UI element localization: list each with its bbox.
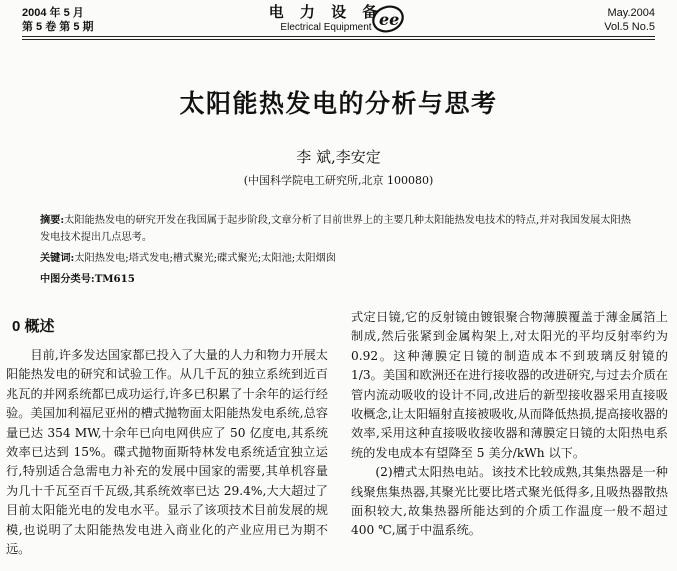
keywords-text: 太阳热发电;塔式发电;槽式聚光;碟式聚光;太阳池;太阳烟囱 — [74, 253, 336, 264]
classification-label: 中图分类号: — [40, 273, 95, 285]
abstract-label: 摘要: — [40, 214, 65, 226]
right-column — [351, 308, 668, 541]
header-rule-thin — [22, 39, 655, 40]
tower-receiver-paragraph: 式定日镜,它的反射镜由镀银聚合物薄膜覆盖于薄金属箔上制成,然后张紧到金属构架上,对太阳光的平均反射率约为 0.92。这种薄膜定日镜的制造成本不到玻璃反射镜的 1/3。美国和欧洲还在进行接收器的改进研究,与过去介质在管内流动吸收的设计不同,改进后的新型接收器采用直接吸收概念,让太阳辐射直接被吸收,从而降低热损,提高接收器的效率,采用这种直接吸收接收器和薄膜定日镜的太阳热电系统的发电成本有望降至 5 美分/kWh 以下。 — [351, 310, 668, 460]
article-authors: 李 斌,李安定 — [296, 148, 381, 166]
header-volume-cn: 第 5 卷 第 5 期 — [22, 21, 94, 33]
intro-paragraph: 目前,许多发达国家都已投入了大量的人力和物力开展太阳能热发电的研究和试验工作。从几千瓦的独立系统到近百兆瓦的并网系统都已成功运行,许多已积累了十余年的运行经验。美国加利福尼亚州的槽式抛物面太阳能热发电系统,总容量已达 354 MW,十余年已向电网供应了 50 亿度电,其系统效率已达到 15%。碟式抛物面斯特林发电系统适宜独立运行,特别适合急需电力补充的发展中国家的需要,其单机容量为几十千瓦至百千瓦级,其系统效率已达 29.4%,大大超过了目前太阳能光电的发电水平。显示了该项技术目前发展的规模,也说明了太阳能热发电进入商业化的产业应用已为期不远。 — [6, 348, 328, 557]
article-affiliation: (中国科学院电工研究所,北京 100080) — [243, 174, 434, 187]
classification-value: TM615 — [94, 273, 135, 285]
journal-header — [0, 0, 677, 40]
header-right — [604, 6, 655, 34]
journal-name-cn: 电 力 设 备 — [268, 4, 384, 21]
abstract-text: 太阳能热发电的研究开发在我国属于起步阶段,文章分析了目前世界上的主要几种太阳能热发电技术的特点,并对我国发展太阳热发电技术提出几点思考。 — [40, 215, 631, 243]
section-heading: 0 概述 — [12, 318, 55, 335]
abstract — [40, 212, 640, 246]
article-title: 太阳能热发电的分析与思考 — [179, 89, 498, 118]
header-left — [22, 6, 94, 34]
header-journal-name — [266, 4, 386, 34]
left-column — [6, 346, 328, 559]
trough-paragraph: (2)槽式太阳热电站。该技术比较成熟,其集热器是一种线聚焦集热器,其聚光比要比塔式聚光低得多,且吸热器散热面积较大,故集热器所能达到的介质工作温度一般不超过 400 ℃,属于中温系统。 — [351, 465, 668, 538]
header-date-en: May.2004 — [607, 7, 655, 19]
journal-name-en: Electrical Equipment — [280, 22, 372, 33]
classification — [40, 271, 640, 288]
header-volume-en: Vol.5 No.5 — [604, 21, 655, 33]
logo-text: ee — [379, 10, 400, 29]
header-rule-thick — [22, 36, 655, 37]
keywords — [40, 250, 640, 267]
header-date-cn: 2004 年 5 月 — [22, 7, 84, 19]
journal-logo-icon — [371, 4, 405, 34]
keywords-label: 关键词: — [40, 252, 75, 264]
